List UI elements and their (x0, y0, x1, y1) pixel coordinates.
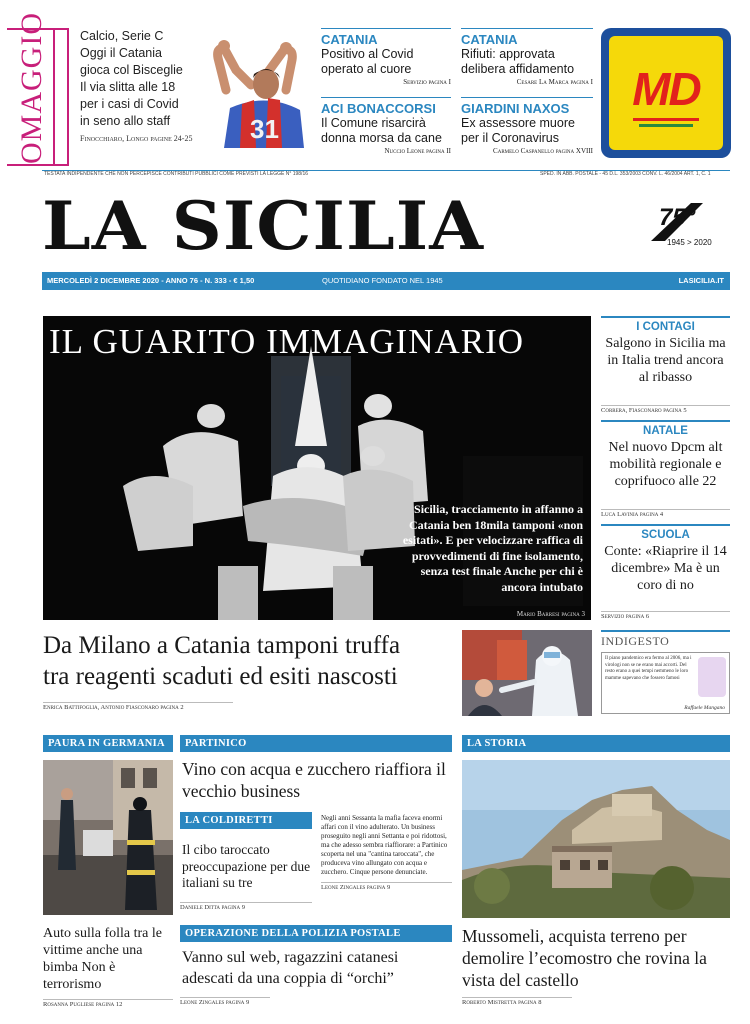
lead-credit: Mario Barresi pagina 3 (516, 610, 585, 618)
second-headline-line: tra reagenti scaduti ed esiti nascosti (43, 663, 398, 690)
polizia-section: OPERAZIONE DELLA POLIZIA POSTALE (180, 925, 452, 942)
germania-photo (43, 760, 173, 915)
site-link[interactable]: LASICILIA.IT (678, 276, 724, 285)
polizia-story[interactable] (180, 925, 452, 1006)
anniversary-years: 1945 > 2020 (667, 238, 712, 247)
sport-teaser[interactable] (80, 28, 210, 143)
sidebar-kicker: SCUOLA (641, 529, 690, 541)
polizia-credit: Leone Zingales pagina 9 (180, 997, 270, 1006)
partinico-section: PARTINICO (180, 735, 452, 752)
sport-line: in seno allo staff (80, 114, 171, 128)
polizia-headline: Vanno sul web, ragazzini catanesi adescati da una coppia di “orchi” (182, 949, 399, 987)
coldiretti-credit: Daniele Ditta pagina 9 (180, 902, 312, 911)
partinico-body (321, 814, 452, 891)
sidebar-credit: Correra, Fiasconaro pagina 5 (601, 405, 730, 414)
legal-left: TESTATA INDIPENDENTE CHE NON PERCEPISCE CONTRIBUTI PUBBLICI COME PREVISTI LA LEGGE N° 198/16 (44, 171, 309, 177)
indigesto-sign: Raffaele Mangano (684, 705, 725, 711)
sidebar-headline: Conte: «Riaprire il 14 dicembre» Ma è un coro di no (604, 544, 727, 593)
indigesto-title: INDIGESTO (601, 634, 670, 648)
brief-kicker: CATANIA (461, 32, 518, 47)
omaggio-badge (7, 12, 69, 166)
brief-credit: Carmelo Caspanello pagina XVIII (493, 147, 593, 155)
brief-headline: Rifiuti: approvata delibera affidamento (461, 47, 575, 76)
brief-kicker: ACI BONACCORSI (321, 101, 436, 116)
date-line: MERCOLEDÌ 2 DICEMBRE 2020 - ANNO 76 - N. 333 - € 1,50 (47, 276, 255, 285)
partinico-headline: Vino con acqua e zucchero riaffiora il vecchio business (182, 759, 446, 801)
anniversary-logo (645, 195, 730, 255)
partinico-body-credit: Leone Zingales pagina 9 (321, 882, 452, 891)
storia-story[interactable] (462, 735, 730, 1006)
jersey-number: 31 (250, 114, 279, 144)
storia-headline: Mussomeli, acquista terreno per demolire l’ecomostro che rovina la vista del castello (462, 926, 707, 990)
lead-caption: Sicilia, tracciamento in affanno a Catania ben 18mila tamponi «non esitati». E per velocizzare raffica di provvedimenti di fine isolamento, senza test finale Anche per chi è ancora intubato (402, 502, 583, 594)
coldiretti-box[interactable] (180, 812, 312, 911)
brief-box[interactable] (321, 28, 451, 86)
brief-box[interactable] (321, 97, 451, 155)
md-logo: MD (632, 63, 700, 115)
date-bar (42, 272, 730, 290)
sport-credit: Finocchiaro, Longo pagine 24-25 (80, 134, 193, 143)
coldiretti-section: LA COLDIRETTI (180, 812, 312, 829)
germania-credit: Rosanna Pugliese pagina 12 (43, 999, 173, 1008)
sidebar-headline: Salgono in Sicilia ma in Italia trend ancora al ribasso (605, 336, 726, 385)
sidebar-story[interactable] (601, 524, 730, 620)
sidebar-story[interactable] (601, 316, 730, 418)
germania-story[interactable] (43, 735, 173, 1008)
sidebar-kicker: NATALE (643, 425, 688, 437)
indigesto-box[interactable] (601, 630, 730, 716)
brief-headline: Il Comune risarcirà donna morsa da cane (321, 116, 442, 145)
sidebar-story[interactable] (601, 420, 730, 522)
partinico-body-text: Negli anni Sessanta la mafia faceva enormi affari con il vino adulterato. Un business proseguito negli anni Settanta e poi ridottosi, ma che adesso sembra riaffiorare: a Partinico scoperta nel una "cantina taroccata", che produceva vino allungato con acqua e zucchero. Cinque persone denunciate. (321, 814, 448, 876)
lead-title: IL GUARITO IMMAGINARIO (49, 322, 525, 361)
anniversary-number: 75° (659, 204, 696, 231)
md-advert[interactable] (601, 28, 731, 158)
germania-section: PAURA IN GERMANIA (43, 735, 173, 752)
brief-credit: Servizio pagina I (403, 78, 451, 86)
sidebar-credit: Servizio pagina 6 (601, 611, 730, 620)
second-headline-line: Da Milano a Catania tamponi truffa (43, 632, 401, 659)
brief-kicker: CATANIA (321, 32, 378, 47)
sport-line: per i casi di Covid (80, 97, 179, 111)
covid-test-photo (462, 630, 592, 716)
sport-line: gioca col Bisceglie (80, 63, 183, 77)
sidebar-credit: Luca Lavinia pagina 4 (601, 509, 730, 518)
germania-headline: Auto sulla folla tra le vittime anche una bimba Non è terrorismo (43, 926, 162, 992)
sport-line: Il via slitta alle 18 (80, 80, 176, 94)
brief-headline: Positivo al Covid operato al cuore (321, 47, 414, 76)
lead-photo[interactable] (43, 316, 591, 620)
second-credit: Enrica Battifoglia, Antonio Fiasconaro pagina 2 (43, 702, 233, 711)
storia-section: LA STORIA (462, 735, 730, 752)
cartoon-illustration (698, 657, 726, 697)
footballer-photo (196, 30, 310, 148)
omaggio-label: OMAGGIO (15, 12, 48, 164)
masthead-title[interactable]: LA SICILIA (42, 187, 485, 265)
founded-line: QUOTIDIANO FONDATO NEL 1945 (322, 276, 443, 285)
storia-credit: Roberto Mistretta pagina 8 (462, 997, 572, 1006)
indigesto-text: Il piano pandemico era fermo al 2006, ma i virologi non se ne erano mai accorti. Del resto erano a quei tempi nemmeno le loro mamme sapevano che fossero famosi (605, 656, 692, 681)
brief-headline: Ex assessore muore per il Coronavirus (461, 116, 575, 145)
sport-line: Calcio, Serie C (80, 29, 164, 43)
coldiretti-headline: Il cibo taroccato preoccupazione per due italiani su tre (182, 842, 311, 890)
sidebar-headline: Nel nuovo Dpcm alt mobilità regionale e coprifuoco alle 22 (608, 440, 723, 489)
second-story[interactable] (43, 630, 463, 711)
brief-credit: Cesare La Marca pagina I (516, 78, 593, 86)
partinico-story[interactable] (180, 735, 452, 802)
sidebar-kicker: I CONTAGI (636, 321, 695, 333)
sport-line: Oggi il Catania (80, 46, 162, 60)
castle-photo (462, 760, 730, 918)
brief-kicker: GIARDINI NAXOS (461, 101, 570, 116)
legal-right: SPED. IN ABB. POSTALE - 45 D.L. 353/2003 CONV. L. 46/2004 ART. 1, C. 1 (540, 171, 711, 177)
brief-box[interactable] (461, 28, 593, 86)
brief-box[interactable] (461, 97, 593, 155)
brief-credit: Nuccio Leone pagina II (384, 147, 451, 155)
